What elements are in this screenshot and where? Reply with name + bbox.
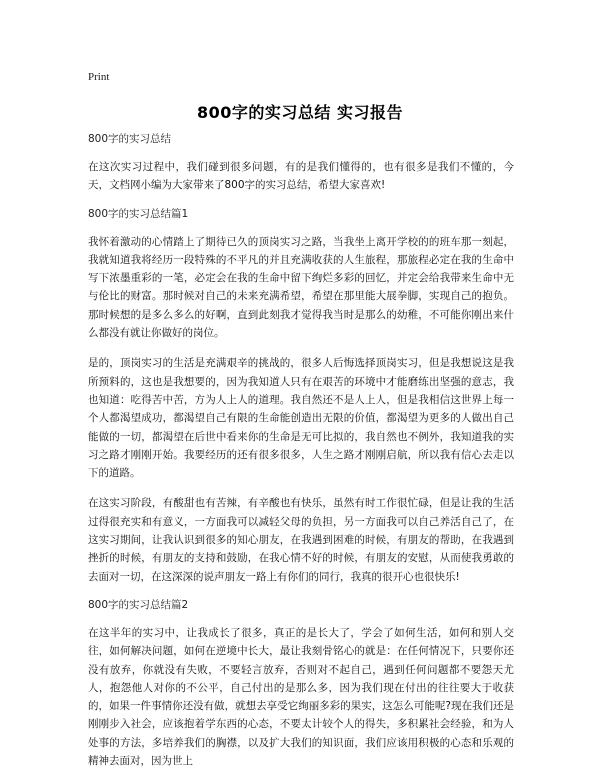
body-paragraph: 我怀着激动的心情踏上了期待已久的顶岗实习之路，当我坐上离开学校的的班车那一刻起，我就知道我将经历一段特殊的不平凡的并且充满收获的人生旅程，那旅程必定在我的生命中写下浓墨重彩的一笔，必定会在我的生命中留下绚烂多彩的回忆，并定会给我带来生命中无与伦比的财富。那时候对自己的未来充满希望，希望在那里能大展拳脚，实现自己的抱负。那时候想的是多么多么的好啊，直到此刻我才觉得我当时是那么的幼稚，不可能你刚出来什么都没有就让你做好的岗位。 [88, 235, 514, 340]
body-paragraph: 在这半年的实习中，让我成长了很多，真正的是长大了，学会了如何生活，如何和别人交往，如何解决问题，如何在逆境中长大，最让我刻骨铭心的就是：在任何情况下，只要你还没有放弃，你就没有失败，不要轻言放弃，否则对不起自己，遇到任何问题都不要怨天尤人，抱怨他人对你的不公平，自己付出的是那么多，因为我们现在付出的往往要大于收获的，如果一件事情你还没有做，就想去享受它绚丽多彩的果实，这怎么可能呢?现在我们还是刚刚步入社会，应该抱着学东西的心态，不要太计较个人的得失，多积累社会经验，和为人处事的方法，多培养我们的胸襟，以及扩大我们的知识面，我们应该用积极的心态和乐观的精神去面对，因为世上 [88, 626, 514, 768]
section-heading: 800字的实习总结 [88, 133, 172, 145]
body-paragraph: 是的，顶岗实习的生活是充满艰辛的挑战的，很多人后悔选择顶岗实习，但是我想说这是我所预料的，这也是我想要的，因为我知道人只有在艰苦的环境中才能磨练出坚强的意志，我也知道：吃得苦中苦，方为人上人的道理。我自然还不是人上人，但是我相信这世界上每一个人都渴望成功，都渴望自己有限的生命能创造出无限的价值，都渴望为更多的人做出自己能做的一切，都渴望在后世中看来你的生命是无可比拟的，我自然也不例外，我知道我的实习之路才刚刚开始。我要经历的还有很多很多，人生之路才刚刚启航，所以我有信心去走以下的道路。 [88, 357, 514, 480]
body-paragraph: 在这次实习过程中，我们碰到很多问题，有的是我们懂得的，也有很多是我们不懂的，今天，文档网小编为大家带来了800字的实习总结，希望大家喜欢! [88, 161, 514, 192]
print-label[interactable]: Print [88, 71, 110, 83]
document-title: 800字的实习总结 实习报告 [197, 103, 403, 122]
section-heading: 800字的实习总结篇1 [88, 207, 189, 220]
section-heading: 800字的实习总结篇2 [88, 598, 189, 611]
document-body [88, 132, 514, 776]
body-paragraph: 在这实习阶段，有酸甜也有苦辣，有辛酸也有快乐，虽然有时工作很忙碌，但是让我的生活过得很充实和有意义，一方面我可以减轻父母的负担，另一方面我可以自己养活自己了，在这实习期间，让我认识到很多的知心朋友，在我遇到困难的时候，有朋友的帮助，在我遇到挫折的时候，有朋友的支持和鼓励，在我心情不好的时候，有朋友的安慰，从而使我勇敢的去面对一切，在这深深的说声朋友一路上有你们的同行，我真的很开心也很快乐! [88, 497, 514, 583]
